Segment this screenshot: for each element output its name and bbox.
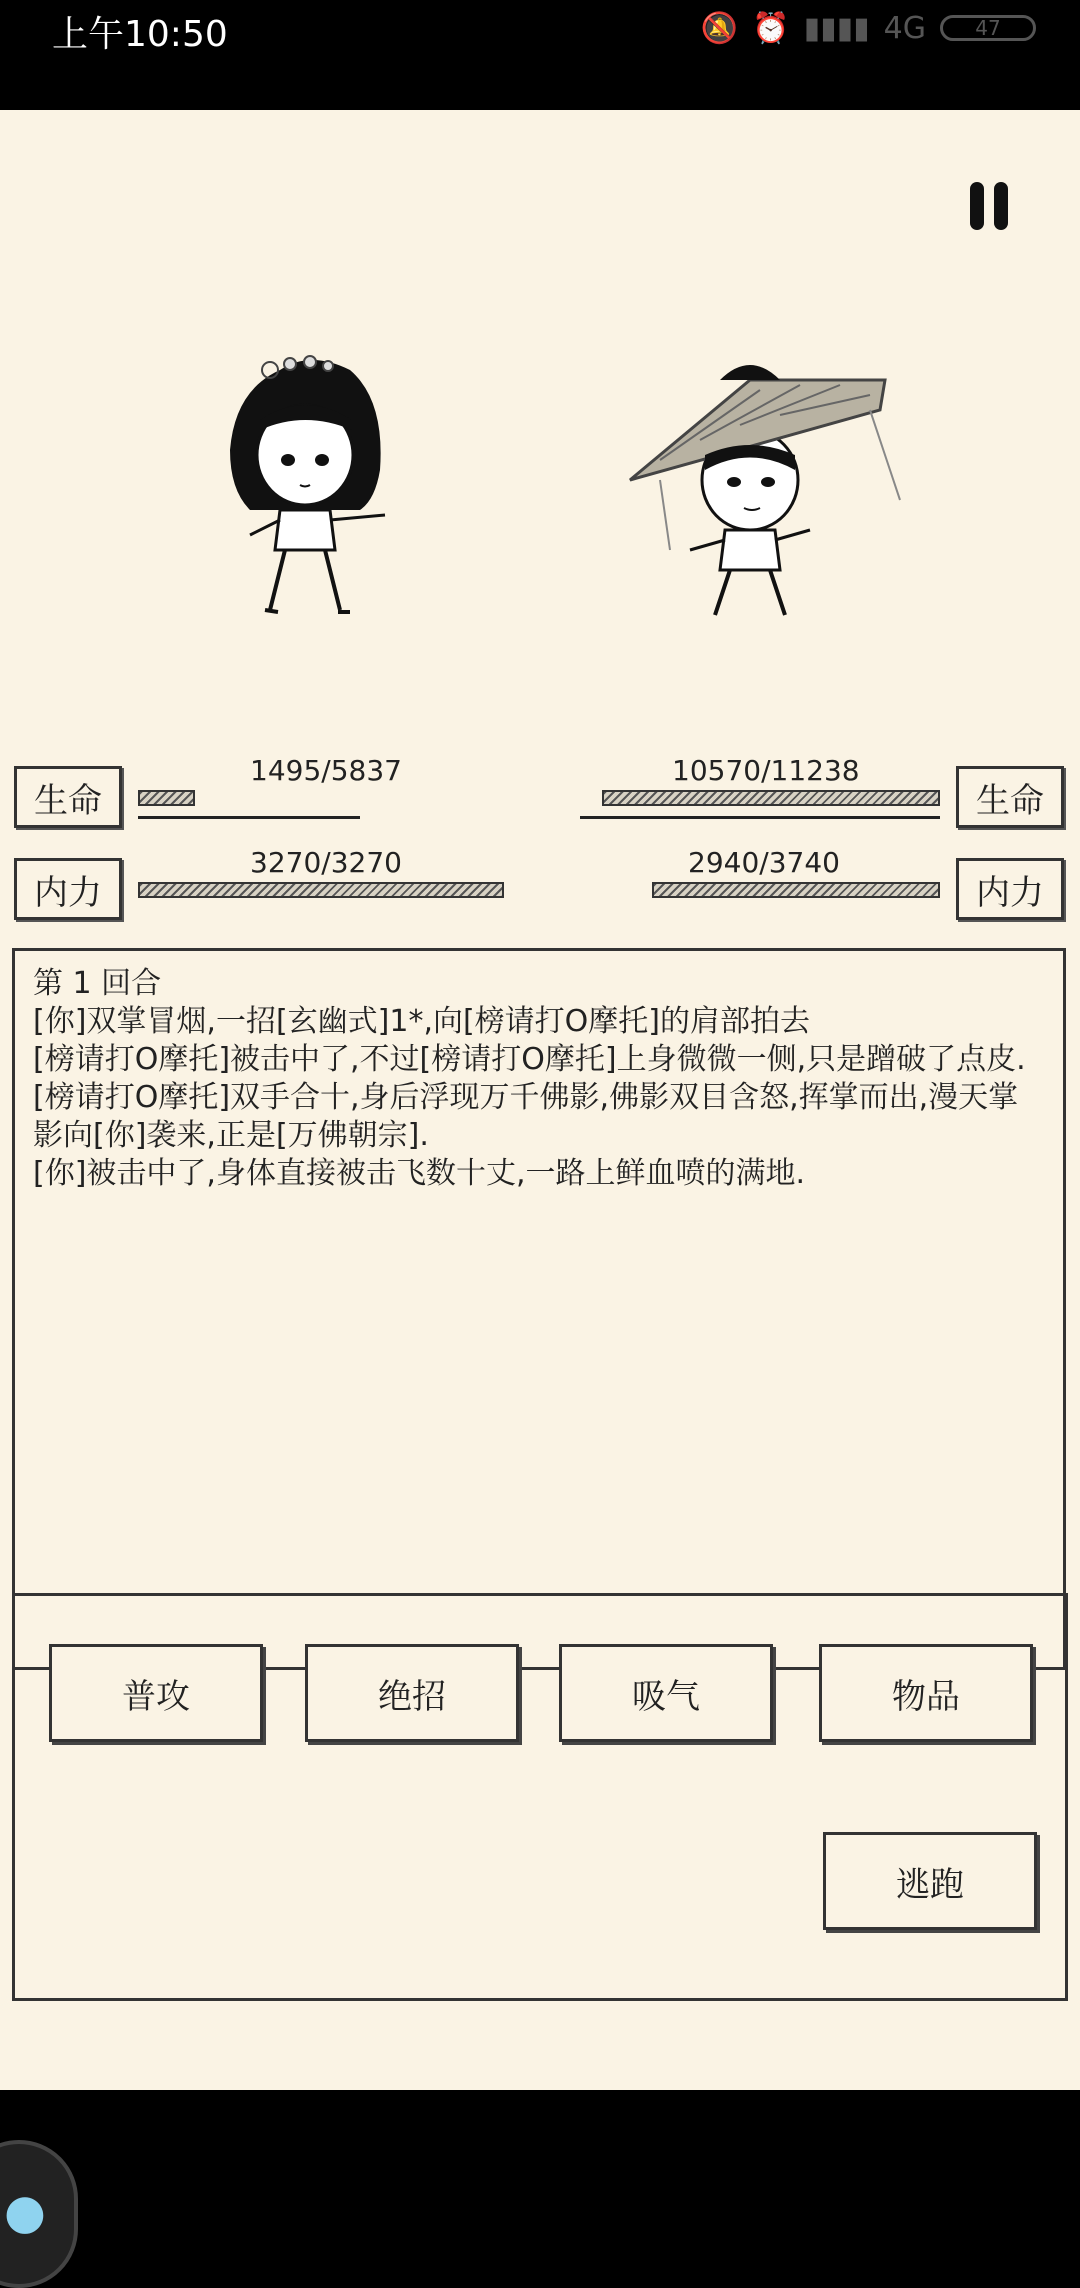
pause-icon-bar [994,182,1008,230]
attack-button[interactable]: 普攻 [49,1644,263,1742]
enemy-mp-value: 2940/3740 [688,846,840,879]
enemy-hp-value: 10570/11238 [672,754,860,787]
flee-button[interactable]: 逃跑 [823,1832,1037,1930]
player-hp-track [138,816,360,819]
alarm-icon: ⏰ [752,10,790,46]
log-line: [榜请打O摩托]被击中了,不过[榜请打O摩托]上身微微一侧,只是蹭破了点皮. [33,1042,1026,1077]
battle-log [12,948,1066,1670]
enemy-character [610,350,910,620]
battery-level: 47 [975,16,1001,40]
battery-icon [940,15,1036,41]
log-line: [你]双掌冒烟,一招[玄幽式]1*,向[榜请打O摩托]的肩部拍去 [33,1004,810,1039]
ultimate-button[interactable]: 绝招 [305,1644,519,1742]
enemy-hp-label: 生命 [956,766,1064,828]
status-time: 上午10:50 [52,14,228,55]
battle-screen [0,110,1080,2090]
breathe-button[interactable]: 吸气 [559,1644,773,1742]
mute-icon: 🔕 [700,10,739,46]
assistant-icon: ● [4,2184,46,2240]
action-panel [12,1593,1068,2001]
enemy-mp-bar [652,882,940,898]
player-hp-value: 1495/5837 [250,754,402,787]
pause-icon [970,182,984,230]
player-hp-label: 生命 [14,766,122,828]
player-mp-label: 内力 [14,858,122,920]
player-mp-value: 3270/3270 [250,846,402,879]
signal-icon: ▮▮▮▮ [803,10,870,46]
log-line: [榜请打O摩托]双手合十,身后浮现万千佛影,佛影双目含怒,挥掌而出,漫天掌影向[你]袭来,正是[万佛朝宗]. [33,1080,1019,1153]
status-bar [0,0,1080,110]
navigation-area [0,2090,1080,2280]
items-button[interactable]: 物品 [819,1644,1033,1742]
player-mp-bar [138,882,504,898]
log-line: 第 1 回合 [33,966,162,1001]
status-icons [701,8,1036,48]
player-character [210,350,400,620]
pause-button[interactable] [970,182,1014,230]
enemy-hp-track [580,816,940,819]
enemy-mp-label: 内力 [956,858,1064,920]
player-hp-bar [138,790,195,806]
network-type: 4G [883,10,926,46]
enemy-hp-bar [602,790,940,806]
log-line: [你]被击中了,身体直接被击飞数十丈,一路上鲜血喷的满地. [33,1156,806,1191]
